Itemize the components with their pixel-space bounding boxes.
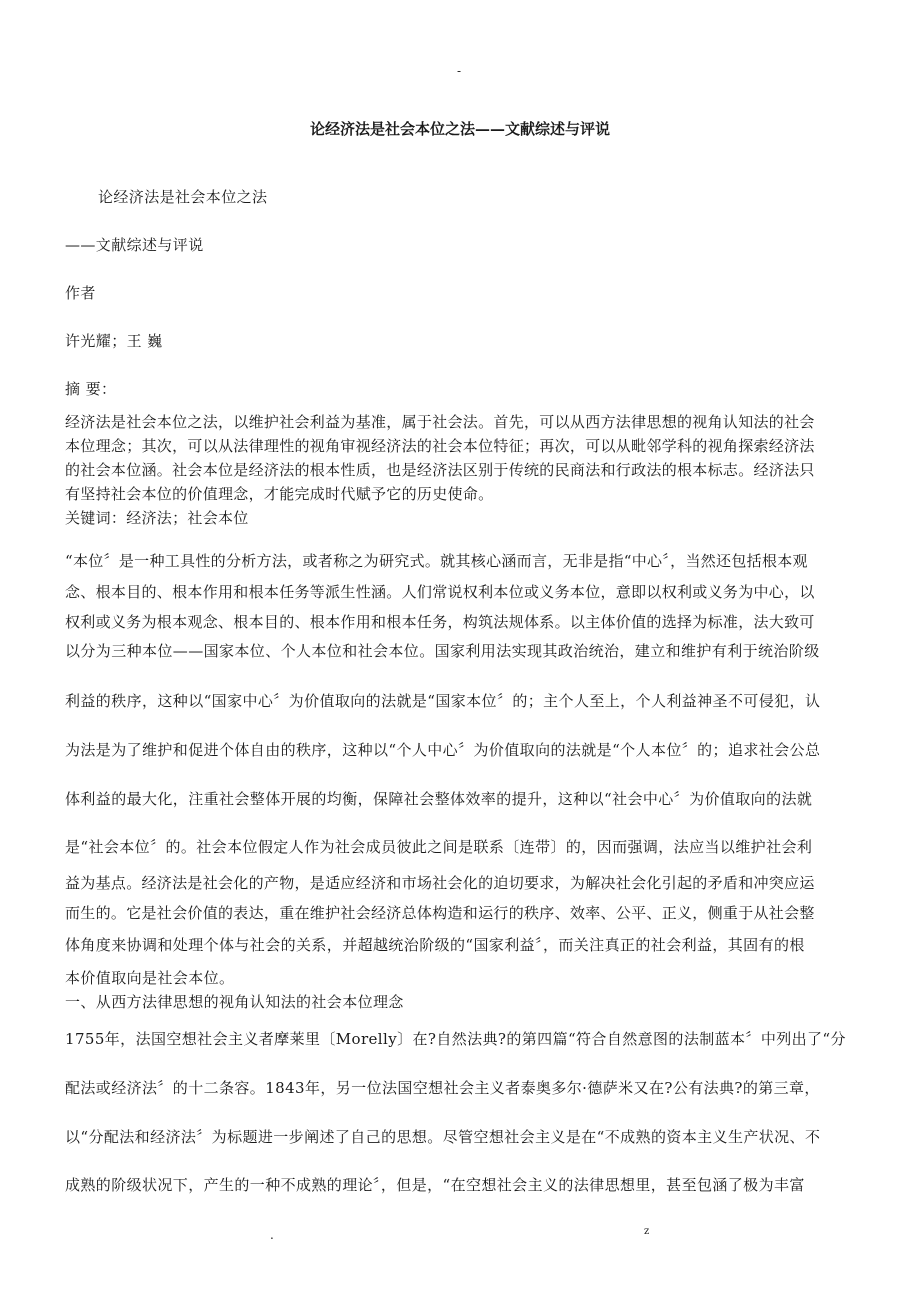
- abstract-line: 经济法是社会本位之法，以维护社会利益为基准，属于社会法。首先，可以从西方法律思想的视角认知法的社会: [65, 413, 815, 431]
- header-mark: -: [457, 64, 462, 78]
- body-line: 念、根本目的、根本作用和根本任务等派生性涵。人们常说权利本位或义务本位，意即以权利或义务为中心，以: [65, 583, 815, 601]
- abstract-line: 的社会本位涵。社会本位是经济法的根本性质，也是经济法区别于传统的民商法和行政法的根本标志。经济法只: [65, 461, 815, 479]
- abstract-block: [65, 410, 857, 530]
- body-line: 以分为三种本位——国家本位、个人本位和社会本位。国家利用法实现其政治统治，建立和维护有利于统治阶级: [65, 642, 820, 660]
- document-title: 论经济法是社会本位之法——文献综述与评说: [309, 120, 610, 138]
- subtitle-line-1: 论经济法是社会本位之法: [98, 188, 268, 206]
- body-line: 体利益的最大化，注重社会整体开展的均衡，保障社会整体效率的提升，这种以“社会中心〞为价值取向的法就: [65, 790, 813, 808]
- body-line: 为法是为了维护和促进个体自由的秩序，这种以“个人中心〞为价值取向的法就是“个人本位〞的；追求社会公总: [65, 741, 821, 759]
- body-line: 1755年，法国空想社会主义者摩莱里〔Morelly〕在?自然法典?的第四篇“符合自然意图的法制蓝本〞中列出了“分: [65, 1030, 846, 1048]
- body-line: 成熟的阶级状况下，产生的一种不成熟的理论〞，但是，“在空想社会主义的法律思想里，甚至包涵了极为丰富: [65, 1176, 805, 1194]
- abstract-line: 有坚持社会本位的价值理念，才能完成时代赋予它的历史使命。: [65, 485, 494, 503]
- body-line: 利益的秩序，这种以“国家中心〞为价值取向的法就是“国家本位〞的；主个人至上，个人利益神圣不可侵犯，认: [65, 692, 821, 710]
- footer-dot: .: [270, 1228, 274, 1242]
- body-line: 是“社会本位〞的。社会本位假定人作为社会成员彼此之间是联系〔连带〕的，因而强调，法应当以维护社会利: [65, 838, 813, 856]
- body-line: 本价值取向是社会本位。: [65, 969, 235, 987]
- body-block-1: [65, 545, 857, 637]
- abstract-label: 摘 要：: [65, 380, 117, 398]
- body-line: 配法或经济法〞的十二条容。1843年，另一位法国空想社会主义者泰奥多尔·德萨米又在?公有法典?的第三章，: [65, 1079, 820, 1097]
- subtitle-line-2: ——文献综述与评说: [65, 236, 204, 254]
- footer-page-mark: z: [644, 1226, 650, 1237]
- body-line: 权利或义务为根本观念、根本目的、根本作用和根本任务，构筑法规体系。以主体价值的选择为标准，法大致可: [65, 613, 815, 631]
- keywords-line: 关键词：经济法；社会本位: [65, 509, 249, 527]
- body-block-2: [65, 868, 857, 928]
- body-line: 益为基点。经济法是社会化的产物，是适应经济和市场社会化的迫切要求，为解决社会化引起的矛盾和冲突应运: [65, 874, 815, 892]
- body-line: 以“分配法和经济法〞为标题进一步阐述了自己的思想。尽管空想社会主义是在“不成熟的资本主义生产状况、不: [65, 1128, 821, 1146]
- authors: 许光耀；王 巍: [65, 332, 163, 350]
- body-line: 体角度来协调和处理个体与社会的关系，并超越统治阶级的“国家利益〞，而关注真正的社会利益，其固有的根: [65, 936, 805, 954]
- body-line: “本位〞是一种工具性的分析方法，或者称之为研究式。就其核心涵而言，无非是指“中心〞，当然还包括根本观: [65, 552, 808, 570]
- section-heading: 一、从西方法律思想的视角认知法的社会本位理念: [65, 993, 404, 1011]
- abstract-line: 本位理念；其次，可以从法律理性的视角审视经济法的社会本位特征；再次，可以从毗邻学科的视角探索经济法: [65, 437, 815, 455]
- body-line: 而生的。它是社会价值的表达，重在维护社会经济总体构造和运行的秩序、效率、公平、正义，侧重于从社会整: [65, 904, 815, 922]
- author-label: 作者: [65, 284, 96, 302]
